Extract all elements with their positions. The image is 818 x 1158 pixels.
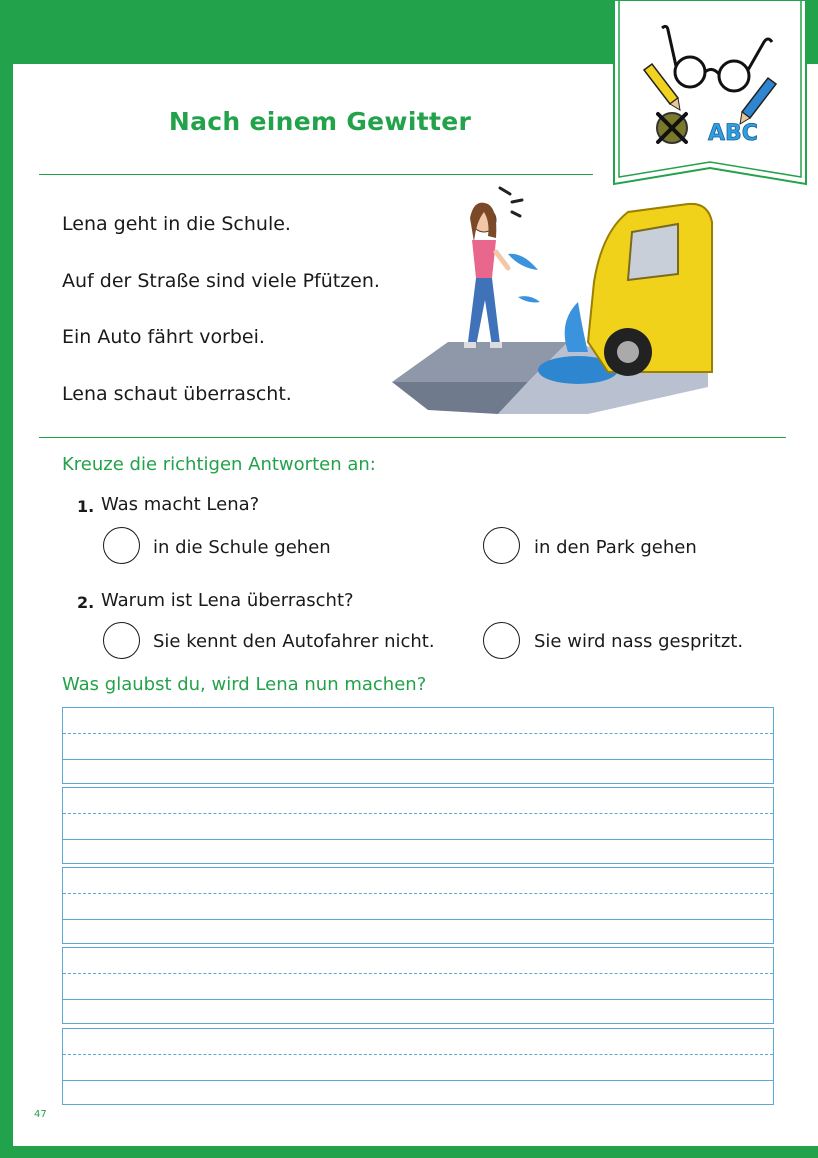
writing-line-1[interactable] (62, 707, 774, 784)
girl-icon (464, 188, 522, 348)
corner-banner (610, 0, 810, 190)
story-line-4: Lena schaut überrascht. (62, 383, 292, 405)
car-icon (588, 204, 712, 376)
q2-option-2-label: Sie wird nass gespritzt. (534, 631, 744, 652)
writing-line-5[interactable] (62, 1028, 774, 1105)
question-1-number: 1. (77, 497, 95, 516)
page-number: 47 (34, 1109, 47, 1120)
q2-option-1-checkbox[interactable] (103, 622, 140, 659)
q1-option-2-label: in den Park gehen (534, 537, 697, 558)
q1-option-2-checkbox[interactable] (483, 527, 520, 564)
title-divider (39, 174, 593, 175)
question-1-text: Was macht Lena? (101, 494, 260, 515)
page-title: Nach einem Gewitter (168, 107, 472, 136)
q2-option-2-checkbox[interactable] (483, 622, 520, 659)
section-divider (39, 437, 786, 438)
story-line-3: Ein Auto fährt vorbei. (62, 326, 265, 348)
cross-mark-icon (657, 113, 687, 143)
writing-line-2[interactable] (62, 787, 774, 864)
story-line-1: Lena geht in die Schule. (62, 213, 291, 235)
story-line-2: Auf der Straße sind viele Pfützen. (62, 270, 380, 292)
story-illustration (388, 182, 722, 424)
q2-option-1-label: Sie kennt den Autofahrer nicht. (153, 631, 435, 652)
question-2-text: Warum ist Lena überrascht? (101, 590, 354, 611)
exercise-instruction: Kreuze die richtigen Antworten an: (62, 454, 376, 475)
writing-line-3[interactable] (62, 867, 774, 944)
writing-line-4[interactable] (62, 947, 774, 1024)
q1-option-1-label: in die Schule gehen (153, 537, 331, 558)
abc-logo: ABC (708, 121, 758, 146)
question-2-number: 2. (77, 593, 95, 612)
q1-option-1-checkbox[interactable] (103, 527, 140, 564)
writing-prompt: Was glaubst du, wird Lena nun machen? (62, 674, 427, 695)
